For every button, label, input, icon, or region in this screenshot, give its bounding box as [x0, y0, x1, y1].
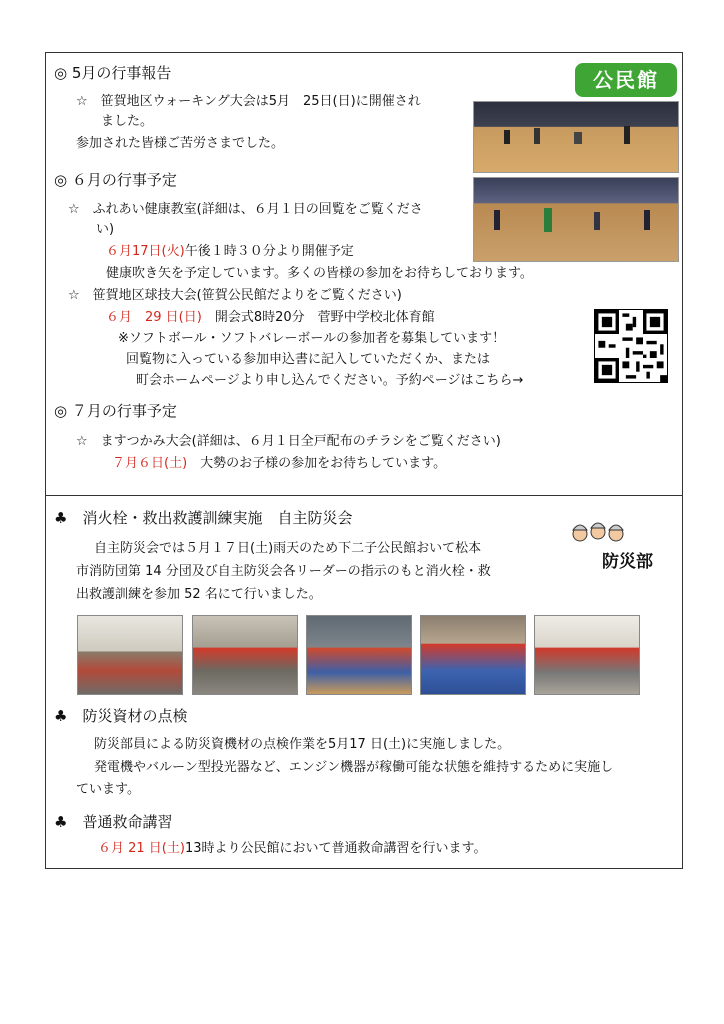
health-line1: ☆ ふれあい健康教室(詳細は、６月１日の回覧をご覧くださ [68, 202, 423, 217]
sports-line4: 回覧物に入っている参加申込書に記入していただくか、または [126, 352, 491, 367]
newsletter-frame [45, 52, 683, 869]
masu-line2 [112, 455, 446, 474]
health-class-photo [473, 177, 679, 262]
masu-detail: 大勢のお子様の参加をお待ちしています。 [200, 456, 447, 471]
disaster-section [46, 496, 682, 868]
july-plan-heading: ◎ ７月の行事予定 [54, 402, 177, 420]
walking-line1: ☆ 笹賀地区ウォーキング大会は5月 25日(日)に開催され [76, 94, 421, 109]
events-section [46, 53, 682, 496]
cpr-heading: ♣ 普通救命講習 [54, 813, 173, 831]
health-line4: 健康吹き矢を予定しています。多くの皆様の参加をお待ちしております。 [106, 266, 533, 281]
firefighters-icon [568, 514, 628, 554]
drill-photo-5 [534, 615, 640, 695]
drill-photo-1 [77, 615, 183, 695]
drill-photo-3 [306, 615, 412, 695]
drill-photo-4 [420, 615, 526, 695]
june-plan-heading: ◎ ６月の行事予定 [54, 171, 177, 189]
inspect-line1: 防災部員による防災資機材の点検作業を5月17 日(土)に実施しました。 [94, 737, 511, 752]
drill-heading: ♣ 消火栓・救出救護訓練実施 自主防災会 [54, 509, 353, 527]
sports-date: ６月 29 日(日) [106, 310, 202, 325]
health-line2: い) [96, 222, 115, 237]
health-date: ６月17日(火) [106, 244, 185, 259]
inspect-line3: ています。 [76, 782, 140, 797]
health-time: 午後１時３０分より開催予定 [184, 244, 354, 259]
bousai-logo-text: 防災部 [602, 552, 653, 572]
masu-line1: ☆ ますつかみ大会(詳細は、６月１日全戸配布のチラシをご覧ください) [76, 434, 501, 449]
walking-line3: 参加された皆様ご苦労さまでした。 [76, 136, 285, 151]
walking-event-photo [473, 101, 679, 173]
inspect-heading: ♣ 防災資材の点検 [54, 707, 188, 725]
bousai-logo [568, 514, 674, 576]
may-report-heading: ◎ 5月の行事報告 [54, 64, 172, 82]
walking-line2: ました。 [101, 114, 154, 129]
cpr-line [98, 840, 486, 859]
drill-photo-2 [192, 615, 298, 695]
reservation-qr-code[interactable] [594, 309, 668, 383]
sports-detail: 開会式8時20分 菅野中学校北体育館 [214, 310, 435, 325]
cpr-date: ６月 21 日(土) [98, 841, 185, 856]
sports-line3: ※ソフトボール・ソフトバレーボールの参加者を募集しています！ [118, 331, 506, 346]
drill-line2: 市消防団第 14 分団及び自主防災会各リーダーの指示のもと消火栓・救 [76, 564, 491, 579]
sports-line2 [106, 309, 435, 328]
masu-date: ７月６日(土) [112, 456, 188, 471]
kouminkan-logo: 公民館 [575, 63, 677, 97]
cpr-detail: 13時より公民館において普通救命講習を行います。 [184, 841, 487, 856]
sports-line5: 町会ホームページより申し込んでください。予約ページはこちら→ [136, 373, 524, 388]
drill-line1: 自主防災会では５月１７日(土)雨天のため下二子公民館おいて松本 [94, 541, 482, 556]
inspect-line2: 発電機やバルーン型投光器など、エンジン機器が稼働可能な状態を維持するために実施し [94, 760, 614, 775]
sports-line1: ☆ 笹賀地区球技大会(笹賀公民館だよりをご覧ください) [68, 288, 402, 303]
health-line3 [106, 243, 354, 262]
drill-line3: 出救護訓練を参加 52 名にて行いました。 [76, 587, 322, 602]
